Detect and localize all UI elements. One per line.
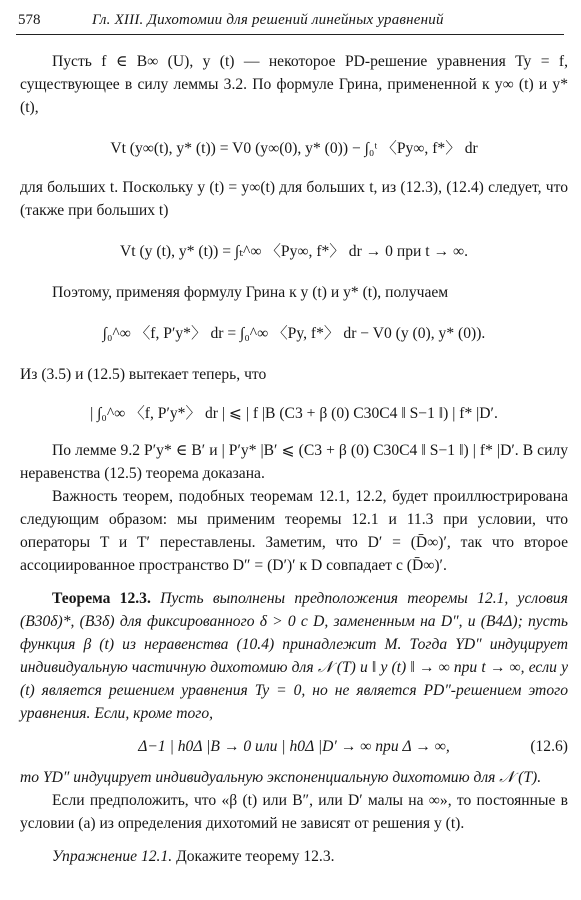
exercise-12-1 [20,845,568,868]
formula-estimate: | ∫₀^∞ 〈f, P′y*〉 dr | ⩽ | f |B (C3 + β (0) C30C4 ‖ S−1 ‖) | f* |D′. [90,405,498,422]
paragraph-large-t: для больших t. Поскольку y (t) = y∞(t) для больших t, из (12.3), (12.4) следует, что (также при больших t) [20,179,568,219]
formula-12-6 [20,735,568,758]
paragraph-lemma-9-2: По лемме 9.2 P′y* ∈ B′ и | P′y* |B′ ⩽ (C3 + β (0) C30C4 ‖ S−1 ‖) | f* |D′. В силу неравенства (12.5) теорема доказана. [20,442,568,482]
formula-green-identity: Vt (y∞(t), y* (t)) = V0 (y∞(0), y* (0)) − ∫₀ᵗ 〈Py∞, f*〉 dr [110,140,478,157]
equation-number: (12.6) [530,738,568,755]
paragraph-green-formula-intro: Пусть f ∈ B∞ (U), y (t) — некоторое PD-решение уравнения Ty = f, существующее в силу леммы 3.2. По формуле Грина, примененной к y∞ (t) и y* (t), [20,53,568,116]
paragraph-consequence: Из (3.5) и (12.5) вытекает теперь, что [20,366,267,383]
running-title: Гл. XIII. Дихотомии для решений линейных уравнений [92,12,444,28]
paragraph-remark: Если предположить, что «β (t) или B″, или D′ малы на ∞», то постоянные в условии (a) из определения дихотомий не зависят от решения y (t). [20,792,568,832]
exercise-label: Упражнение 12.1. [52,848,173,865]
theorem-label: Теорема 12.3. [52,590,151,607]
paragraph-importance: Важность теорем, подобных теоремам 12.1, 12.2, будет проиллюстрирована следующим образом: мы применим теоремы 12.1 и 11.3 при условии, что операторы T и T′ переставлены. Заметим, что D′ = (D̄∞)′, так что второе ассоциированное пространство D″ = (D′)′ к D совпадает с (D̄∞)′. [20,488,568,574]
exercise-text: Докажите теорему 12.3. [176,848,335,865]
theorem-conclusion: то YD″ индуцирует индивидуальную экспоненциальную дихотомию для 𝒩 (T). [20,769,542,786]
formula-limit-zero: Vt (y (t), y* (t)) = ∫ₜ^∞ 〈Py∞, f*〉 dr → 0 при t → ∞. [120,243,468,260]
formula-12-6-body: Δ−1 | h0Δ |B → 0 или | h0Δ |D′ → ∞ при Δ → ∞, [138,738,450,755]
page-body [20,50,568,868]
running-header [16,12,564,35]
theorem-text: Пусть выполнены предположения теоремы 12.1, условия (B30δ)*, (B3δ) для фиксированного δ > 0 с D, замененным на D″, и (B4Δ); пусть функция β (t) из неравенства (10.4) принадлежит M. Тогда YD″ индуцирует индивидуальную частичную дихотомию для 𝒩 (T) и ‖ y (t) ‖ → ∞ при t → ∞, если y (t) является решением уравнения Ty = 0, но не является PD″-решением этого уравнения. Если, кроме того, [20,590,568,722]
theorem-12-3 [20,587,568,725]
page-number: 578 [18,12,41,28]
paragraph-applying-green: Поэтому, применяя формулу Грина к y (t) и y* (t), получаем [52,284,449,301]
formula-integral-identity: ∫₀^∞ 〈f, P′y*〉 dr = ∫₀^∞ 〈Py, f*〉 dr − V0 (y (0), y* (0)). [102,325,486,342]
